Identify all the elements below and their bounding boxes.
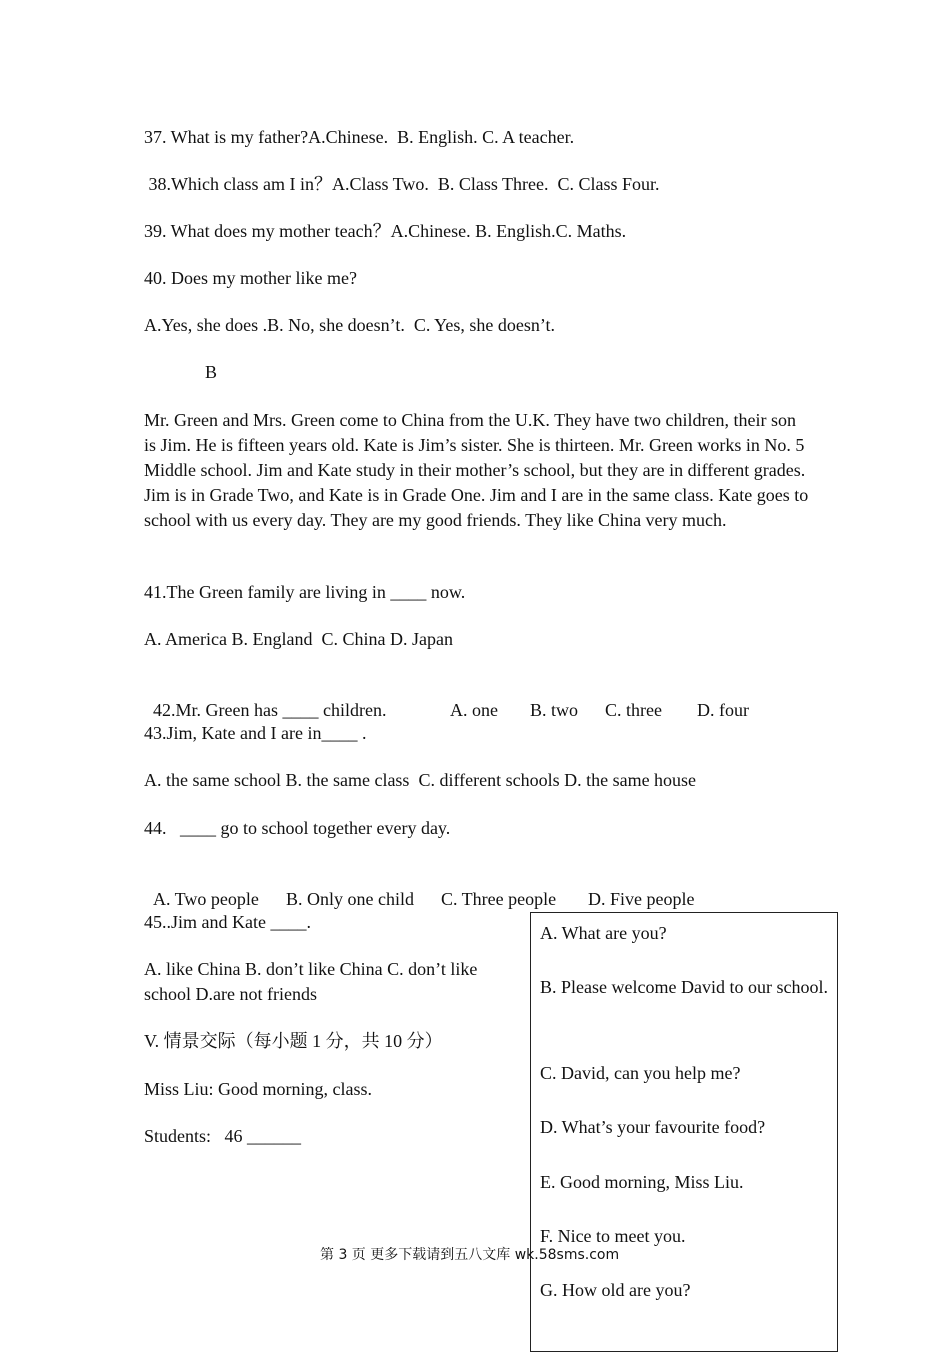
- question-45-options: A. like China B. don’t like China C. don’t like school D.are not friends: [144, 959, 478, 1004]
- question-37: 37. What is my father?A.Chinese. B. English. C. A teacher.: [144, 127, 575, 147]
- answer-choice-a: A. What are you?: [540, 923, 667, 943]
- answer-choice-g: G. How old are you?: [540, 1280, 691, 1300]
- answer-choice-d: D. What’s your favourite food?: [540, 1117, 766, 1137]
- question-42-stem: 42.Mr. Green has ____ children.: [153, 700, 387, 720]
- question-38: 38.Which class am I in？A.Class Two. B. Class Three. C. Class Four.: [144, 174, 660, 194]
- section-b-label: B: [205, 362, 218, 382]
- page-footer: 第 3 页 更多下载请到五八文库 wk.58sms.com: [320, 1247, 620, 1263]
- question-42: [144, 674, 749, 722]
- question-44-option-a: A. Two people: [153, 889, 259, 909]
- question-43: 43.Jim, Kate and I are in____ .: [144, 723, 367, 743]
- dialogue-line-teacher: Miss Liu: Good morning, class.: [144, 1079, 372, 1099]
- section-v-title: V. 情景交际（每小题 1 分，共 10 分）: [144, 1031, 443, 1051]
- question-41: 41.The Green family are living in ____ now.: [144, 582, 466, 602]
- question-40: 40. Does my mother like me?: [144, 268, 357, 288]
- answer-choice-b: B. Please welcome David to our school.: [540, 977, 828, 997]
- question-41-options: A. America B. England C. China D. Japan: [144, 629, 453, 649]
- question-44-option-d: D. Five people: [588, 889, 695, 909]
- question-40-options: A.Yes, she does .B. No, she doesn’t. C. Yes, she doesn’t.: [144, 315, 556, 335]
- question-43-options: A. the same school B. the same class C. different schools D. the same house: [144, 770, 697, 790]
- question-45: 45..Jim and Kate ____.: [144, 912, 311, 932]
- question-44-option-b: B. Only one child: [286, 889, 414, 909]
- question-39: 39. What does my mother teach？A.Chinese. B. English.C. Maths.: [144, 221, 627, 241]
- question-44-options: [144, 863, 694, 911]
- reading-passage: Mr. Green and Mrs. Green come to China from the U.K. They have two children, their son is Jim. He is fifteen years old. Kate is Jim’s sister. She is thirteen. Mr. Green works in No. 5 Middle school. Jim and Kate study in their mother’s school, but they are in different grades. Jim is in Grade Two, and Kate is in Grade One. Jim and I are in the same class. Kate goes to school with us every day. They are my good friends. They like China very much.: [144, 410, 809, 530]
- question-44-option-c: C. Three people: [441, 889, 557, 909]
- question-42-option-d: D. four: [697, 700, 749, 720]
- answer-choice-f: F. Nice to meet you.: [540, 1226, 686, 1246]
- question-42-option-b: B. two: [530, 700, 579, 720]
- dialogue-line-students: Students: 46 ______: [144, 1126, 302, 1146]
- question-42-option-a: A. one: [450, 700, 498, 720]
- answer-choice-e: E. Good morning, Miss Liu.: [540, 1172, 744, 1192]
- question-44: 44. ____ go to school together every day.: [144, 818, 451, 838]
- question-42-option-c: C. three: [605, 700, 662, 720]
- answer-choices-box: [530, 912, 838, 1352]
- answer-choice-c: C. David, can you help me?: [540, 1063, 741, 1083]
